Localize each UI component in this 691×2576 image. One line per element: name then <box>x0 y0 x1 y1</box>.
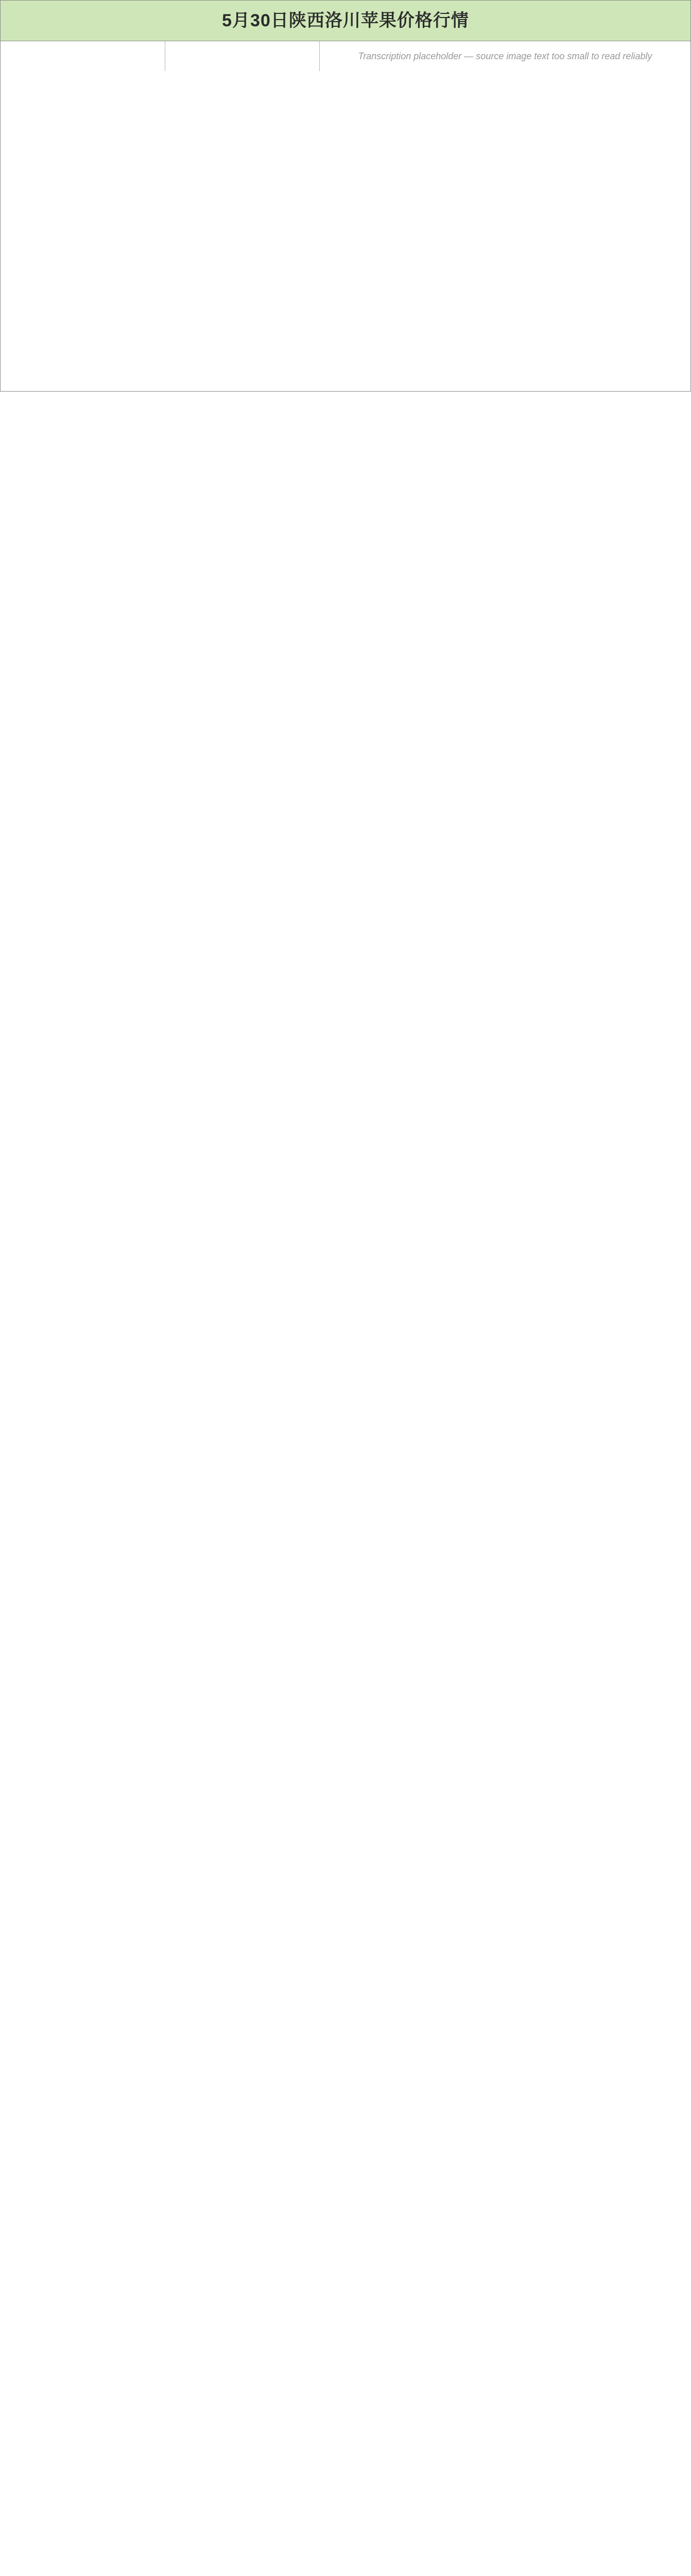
table-row <box>1 41 690 71</box>
section-title: 5月30日陕西洛川苹果价格行情 <box>1 1 690 41</box>
price-cell: Transcription placeholder — source image text too small to read reliably <box>358 51 652 61</box>
type-cell <box>165 41 320 71</box>
section-1 <box>0 0 691 392</box>
region-cell <box>1 41 165 71</box>
